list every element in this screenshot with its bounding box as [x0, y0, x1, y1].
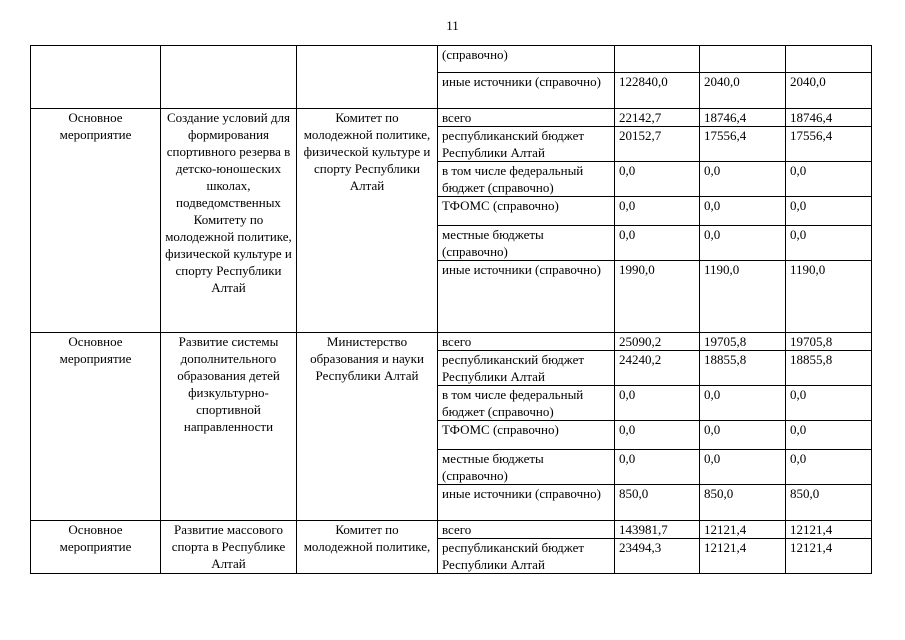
- table-row: [31, 333, 872, 351]
- value-cell: 1190,0: [700, 261, 786, 333]
- value-cell: 0,0: [786, 162, 872, 197]
- value-cell: 1190,0: [786, 261, 872, 333]
- funding-source: республиканский бюджет Республики Алтай: [438, 539, 615, 574]
- table-row: [31, 46, 872, 73]
- event-type: Основное мероприятие: [31, 333, 161, 521]
- value-cell: 0,0: [786, 226, 872, 261]
- funding-source: иные источники (справочно): [438, 485, 615, 521]
- table-row: [31, 109, 872, 127]
- funding-source: ТФОМС (справочно): [438, 421, 615, 450]
- funding-source: (справочно): [438, 46, 615, 73]
- event-executor: Комитет по молодежной политике, физической культуре и спорту Республики Алтай: [297, 109, 438, 333]
- value-cell: 0,0: [615, 226, 700, 261]
- value-cell: 0,0: [615, 386, 700, 421]
- empty-name-cell: [161, 46, 297, 109]
- funding-source: в том числе федеральный бюджет (справочно): [438, 386, 615, 421]
- value-cell: [786, 46, 872, 73]
- page-number: 11: [446, 18, 459, 33]
- value-cell: 0,0: [615, 450, 700, 485]
- value-cell: 17556,4: [786, 127, 872, 162]
- event-executor: Комитет по молодежной политике,: [297, 521, 438, 574]
- value-cell: 18855,8: [786, 351, 872, 386]
- value-cell: 18746,4: [786, 109, 872, 127]
- value-cell: 23494,3: [615, 539, 700, 574]
- value-cell: 0,0: [700, 421, 786, 450]
- value-cell: 25090,2: [615, 333, 700, 351]
- value-cell: 0,0: [700, 386, 786, 421]
- value-cell: 2040,0: [786, 73, 872, 109]
- value-cell: 0,0: [786, 450, 872, 485]
- budget-table: [30, 45, 872, 574]
- value-cell: 17556,4: [700, 127, 786, 162]
- funding-source: всего: [438, 109, 615, 127]
- funding-source: всего: [438, 521, 615, 539]
- funding-source: местные бюджеты (справочно): [438, 226, 615, 261]
- value-cell: 12121,4: [786, 539, 872, 574]
- funding-source: иные источники (справочно): [438, 261, 615, 333]
- empty-type-cell: [31, 46, 161, 109]
- value-cell: 18855,8: [700, 351, 786, 386]
- table-row: [31, 521, 872, 539]
- event-name: Развитие массового спорта в Республике Алтай: [161, 521, 297, 574]
- value-cell: 0,0: [615, 162, 700, 197]
- value-cell: 143981,7: [615, 521, 700, 539]
- value-cell: 850,0: [786, 485, 872, 521]
- funding-source: в том числе федеральный бюджет (справочно): [438, 162, 615, 197]
- value-cell: 0,0: [615, 197, 700, 226]
- event-name: Создание условий для формирования спортивного резерва в детско-юношеских школах, подведомственных Комитету по молодежной политике, физической культуре и спорту Республики Алтай: [161, 109, 297, 333]
- value-cell: 19705,8: [700, 333, 786, 351]
- value-cell: 1990,0: [615, 261, 700, 333]
- value-cell: 0,0: [700, 197, 786, 226]
- funding-source: иные источники (справочно): [438, 73, 615, 109]
- value-cell: 24240,2: [615, 351, 700, 386]
- funding-source: ТФОМС (справочно): [438, 197, 615, 226]
- event-name: Развитие системы дополнительного образования детей физкультурно-спортивной направленности: [161, 333, 297, 521]
- value-cell: 0,0: [700, 162, 786, 197]
- empty-executor-cell: [297, 46, 438, 109]
- funding-source: всего: [438, 333, 615, 351]
- funding-source: местные бюджеты (справочно): [438, 450, 615, 485]
- value-cell: 22142,7: [615, 109, 700, 127]
- value-cell: 0,0: [786, 421, 872, 450]
- value-cell: 0,0: [786, 386, 872, 421]
- value-cell: 122840,0: [615, 73, 700, 109]
- value-cell: [615, 46, 700, 73]
- funding-source: республиканский бюджет Республики Алтай: [438, 127, 615, 162]
- value-cell: 12121,4: [700, 521, 786, 539]
- value-cell: 20152,7: [615, 127, 700, 162]
- value-cell: 12121,4: [786, 521, 872, 539]
- value-cell: 18746,4: [700, 109, 786, 127]
- value-cell: 850,0: [700, 485, 786, 521]
- value-cell: 0,0: [615, 421, 700, 450]
- value-cell: 19705,8: [786, 333, 872, 351]
- value-cell: 12121,4: [700, 539, 786, 574]
- value-cell: 2040,0: [700, 73, 786, 109]
- value-cell: [700, 46, 786, 73]
- value-cell: 0,0: [700, 450, 786, 485]
- funding-source: республиканский бюджет Республики Алтай: [438, 351, 615, 386]
- event-type: Основное мероприятие: [31, 521, 161, 574]
- value-cell: 0,0: [700, 226, 786, 261]
- event-executor: Министерство образования и науки Республики Алтай: [297, 333, 438, 521]
- value-cell: 850,0: [615, 485, 700, 521]
- value-cell: 0,0: [786, 197, 872, 226]
- event-type: Основное мероприятие: [31, 109, 161, 333]
